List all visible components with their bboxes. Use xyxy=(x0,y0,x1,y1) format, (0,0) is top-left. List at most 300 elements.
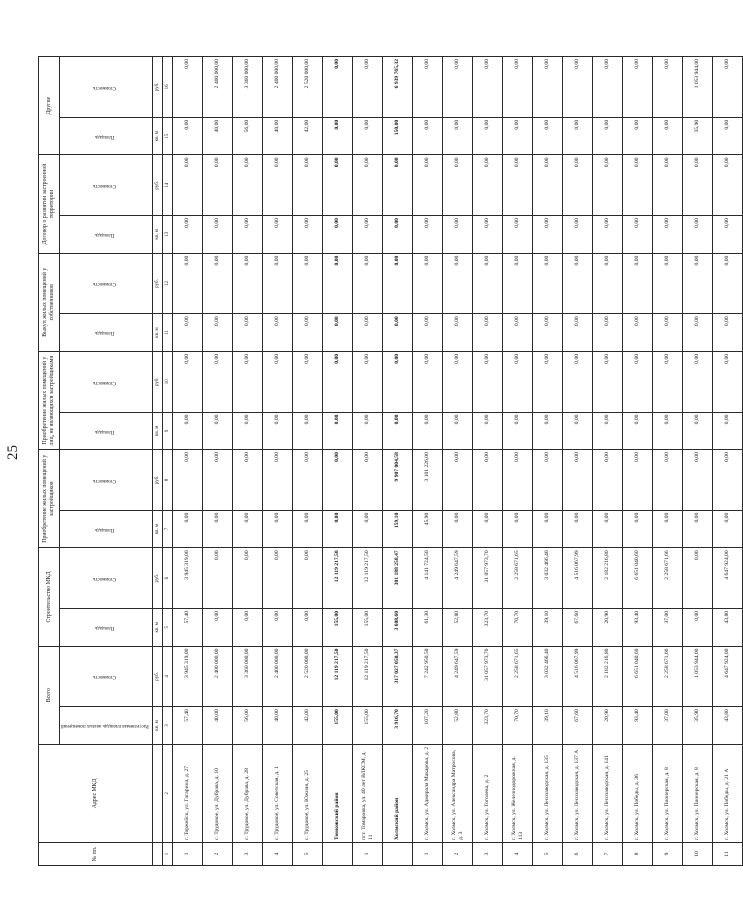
row-value: 2 400 000,00 xyxy=(203,57,233,118)
row-value: 0,00 xyxy=(683,155,713,216)
row-value: 0,00 xyxy=(173,412,203,450)
row-address: г. Торжейск, ул. Гагарина, д. 27 xyxy=(173,744,203,842)
row-value: 45,90 xyxy=(413,510,443,548)
row-address: г. Холмск, ул. Гоголева, д. 2 xyxy=(473,744,503,842)
row-address: г. Холмск, ул. Пионерская, д. 8 xyxy=(683,744,713,842)
row-value: 0,00 xyxy=(263,253,293,314)
row-value: 0,00 xyxy=(683,412,713,450)
unit-cell: руб. xyxy=(153,351,163,412)
header-total-cost: Стоимость xyxy=(60,646,153,707)
unit-cell: кв. м xyxy=(153,707,163,745)
column-number-cell: 8 xyxy=(163,450,173,511)
row-value: 0,00 xyxy=(413,351,443,412)
row-value: 0,00 xyxy=(713,351,743,412)
row-value: 0,00 xyxy=(323,117,353,155)
row-value: 0,00 xyxy=(503,510,533,548)
row-value: 0,00 xyxy=(263,412,293,450)
row-value: 3 360 000,00 xyxy=(233,646,263,707)
row-value: 0,00 xyxy=(263,548,293,609)
row-value: 0,00 xyxy=(473,351,503,412)
row-value: 0,00 xyxy=(323,450,353,511)
column-number-cell: 16 xyxy=(163,57,173,118)
row-value: 0,00 xyxy=(473,450,503,511)
header-other-cost: Стоимость xyxy=(60,57,153,118)
row-value: 6 939 765,32 xyxy=(383,57,413,118)
header-territory-area: Площадь xyxy=(60,216,153,254)
row-value: 2 182 216,80 xyxy=(593,646,623,707)
row-value: 0,00 xyxy=(443,57,473,118)
row-value: 37,00 xyxy=(653,707,683,745)
units-row xyxy=(153,57,163,866)
row-value: 0,00 xyxy=(413,216,443,254)
row-value: 0,00 xyxy=(383,253,413,314)
row-value: 93,40 xyxy=(623,707,653,745)
row-value: 0,00 xyxy=(593,216,623,254)
row-value: 0,00 xyxy=(233,314,263,352)
row-value: 0,00 xyxy=(173,314,203,352)
table-row xyxy=(443,57,473,866)
row-number: 1 xyxy=(353,843,383,866)
row-value: 0,00 xyxy=(263,351,293,412)
row-value: 0,00 xyxy=(503,450,533,511)
row-value: 0,00 xyxy=(503,155,533,216)
row-value: 0,00 xyxy=(383,216,413,254)
row-value: 0,00 xyxy=(473,314,503,352)
row-value: 0,00 xyxy=(293,155,323,216)
row-value: 0,00 xyxy=(413,117,443,155)
row-value: 1 053 944,00 xyxy=(683,57,713,118)
row-value: 0,00 xyxy=(473,253,503,314)
table-body xyxy=(173,57,743,866)
row-value: 0,00 xyxy=(713,314,743,352)
row-value: 0,00 xyxy=(353,117,383,155)
row-value: 4 647 924,00 xyxy=(713,646,743,707)
row-value: 0,00 xyxy=(353,216,383,254)
row-value: 61,30 xyxy=(413,608,443,646)
rotated-table-area xyxy=(38,56,731,866)
row-value: 0,00 xyxy=(593,253,623,314)
header-developers-area: Площадь xyxy=(60,510,153,548)
row-value: 0,00 xyxy=(443,253,473,314)
rotated-table-content xyxy=(38,56,731,866)
row-value: 0,00 xyxy=(623,155,653,216)
row-value: 0,00 xyxy=(713,216,743,254)
row-value: 0,00 xyxy=(683,216,713,254)
table-row xyxy=(353,57,383,866)
row-value: 0,00 xyxy=(713,117,743,155)
row-value: 0,00 xyxy=(203,253,233,314)
row-value: 0,00 xyxy=(353,412,383,450)
header-total: Всего xyxy=(39,646,60,744)
row-value: 2 520 000,00 xyxy=(293,646,323,707)
row-value: 0,00 xyxy=(683,450,713,511)
row-value: 3 032 466,40 xyxy=(533,646,563,707)
header-non-developers-area: Площадь xyxy=(60,412,153,450)
row-value: 12 119 217,50 xyxy=(353,548,383,609)
row-value: 0,00 xyxy=(713,253,743,314)
row-value: 3 945 319,00 xyxy=(173,646,203,707)
row-value: 0,00 xyxy=(263,450,293,511)
row-number: 9 xyxy=(653,843,683,866)
table-row xyxy=(233,57,263,866)
row-value: 0,00 xyxy=(293,450,323,511)
row-value: 0,00 xyxy=(293,216,323,254)
column-number-cell: 14 xyxy=(163,155,173,216)
column-number-cell: 12 xyxy=(163,253,173,314)
row-value: 20,90 xyxy=(593,707,623,745)
column-numbers-row xyxy=(163,57,173,866)
row-value: 0,00 xyxy=(293,510,323,548)
row-value: 0,00 xyxy=(563,253,593,314)
row-value: 0,00 xyxy=(443,351,473,412)
table-row xyxy=(683,57,713,866)
row-address: г. Холмск, ул. Железнодорожная, д. 113 xyxy=(503,744,533,842)
table-row xyxy=(173,57,203,866)
row-value: 0,00 xyxy=(233,351,263,412)
table-row xyxy=(473,57,503,866)
row-value: 0,00 xyxy=(353,450,383,511)
row-value: 0,00 xyxy=(173,117,203,155)
row-value: 0,00 xyxy=(233,253,263,314)
row-value: 0,00 xyxy=(413,314,443,352)
row-value: 70,70 xyxy=(503,707,533,745)
row-value: 0,00 xyxy=(263,216,293,254)
row-value: 2 258 671,65 xyxy=(503,646,533,707)
row-value: 3 032 466,40 xyxy=(533,548,563,609)
row-number: 1 xyxy=(413,843,443,866)
row-value: 0,00 xyxy=(173,57,203,118)
row-value: 0,00 xyxy=(383,314,413,352)
row-value: 4 516 067,99 xyxy=(563,548,593,609)
row-number xyxy=(323,843,353,866)
header-territory-cost: Стоимость xyxy=(60,155,153,216)
row-value: 56,00 xyxy=(233,707,263,745)
row-value: 0,00 xyxy=(353,314,383,352)
district-row xyxy=(323,57,353,866)
row-value: 12 119 217,50 xyxy=(353,646,383,707)
row-value: 0,00 xyxy=(593,351,623,412)
row-address: г. Холмск, ул. Лесозаводская, д. 137 А xyxy=(563,744,593,842)
row-value: 0,00 xyxy=(713,155,743,216)
row-value: 0,00 xyxy=(233,608,263,646)
column-number-cell: 15 xyxy=(163,117,173,155)
row-value: 0,00 xyxy=(623,216,653,254)
row-value: 0,00 xyxy=(233,412,263,450)
row-value: 0,00 xyxy=(503,57,533,118)
row-value: 0,00 xyxy=(323,155,353,216)
row-address: Томковский район xyxy=(323,744,353,842)
row-value: 0,00 xyxy=(473,412,503,450)
row-value: 0,00 xyxy=(713,412,743,450)
table-row xyxy=(593,57,623,866)
row-number: 5 xyxy=(293,843,323,866)
header-row-sub xyxy=(60,57,153,866)
row-value: 0,00 xyxy=(593,314,623,352)
row-value: 0,00 xyxy=(203,155,233,216)
row-value: 6 651 040,60 xyxy=(623,646,653,707)
row-value: 0,00 xyxy=(623,510,653,548)
row-value: 3 945 319,00 xyxy=(173,548,203,609)
row-value: 0,00 xyxy=(443,117,473,155)
header-row-groups xyxy=(39,57,60,866)
table-row xyxy=(623,57,653,866)
row-value: 35,90 xyxy=(683,707,713,745)
row-value: 4 141 724,50 xyxy=(413,548,443,609)
row-value: 40,00 xyxy=(203,707,233,745)
row-value: 0,00 xyxy=(563,314,593,352)
row-number xyxy=(383,843,413,866)
row-number: 8 xyxy=(623,843,653,866)
row-value: 0,00 xyxy=(263,608,293,646)
row-number: 10 xyxy=(683,843,713,866)
column-number-cell: 4 xyxy=(163,646,173,707)
unit-cell: кв. м xyxy=(153,314,163,352)
row-value: 0,00 xyxy=(653,351,683,412)
row-value: 0,00 xyxy=(653,117,683,155)
column-number-cell: 2 xyxy=(163,744,173,842)
row-value: 2 400 000,00 xyxy=(263,646,293,707)
unit-cell: кв. м xyxy=(153,216,163,254)
row-value: 317 027 050,37 xyxy=(383,646,413,707)
row-value: 0,00 xyxy=(263,510,293,548)
unit-cell: руб. xyxy=(153,548,163,609)
row-address: пгт. Томаровка, ул. 40 лет ВЛКСМ, д. 11 xyxy=(353,744,383,842)
row-value: 4 249 647,59 xyxy=(443,548,473,609)
row-value: 7 242 950,50 xyxy=(413,646,443,707)
row-value: 67,60 xyxy=(563,707,593,745)
row-value: 0,00 xyxy=(233,510,263,548)
row-value: 0,00 xyxy=(563,117,593,155)
row-value: 0,00 xyxy=(623,57,653,118)
table-row xyxy=(203,57,233,866)
row-value: 150,00 xyxy=(383,117,413,155)
row-address: с. Трудовое, ул. Советская, д. 1 xyxy=(263,744,293,842)
column-number-cell: 13 xyxy=(163,216,173,254)
row-value: 3 608,60 xyxy=(383,608,413,646)
header-buyout-owners: Выкуп жилых помещений у собственников xyxy=(39,253,60,351)
row-value: 0,00 xyxy=(503,253,533,314)
row-value: 37,00 xyxy=(653,608,683,646)
row-value: 0,00 xyxy=(233,548,263,609)
row-value: 2 182 216,80 xyxy=(593,548,623,609)
row-value: 155,00 xyxy=(323,608,353,646)
row-value: 67,60 xyxy=(563,608,593,646)
unit-cell: кв. м xyxy=(153,608,163,646)
row-value: 0,00 xyxy=(173,450,203,511)
row-value: 0,00 xyxy=(533,412,563,450)
row-value: 155,00 xyxy=(323,707,353,745)
row-value: 0,00 xyxy=(443,510,473,548)
row-number: 6 xyxy=(563,843,593,866)
row-value: 0,00 xyxy=(623,450,653,511)
row-value: 0,00 xyxy=(653,314,683,352)
row-value: 42,00 xyxy=(293,707,323,745)
row-value: 43,80 xyxy=(713,707,743,745)
row-value: 57,40 xyxy=(173,707,203,745)
row-value: 0,00 xyxy=(683,253,713,314)
row-address: г. Холмск, ул. Победы, д. 36 xyxy=(623,744,653,842)
header-other: Другие xyxy=(39,57,60,155)
table-row xyxy=(263,57,293,866)
row-value: 0,00 xyxy=(203,510,233,548)
row-value: 31 057 973,70 xyxy=(473,548,503,609)
row-value: 0,00 xyxy=(263,155,293,216)
row-value: 2 258 671,65 xyxy=(503,548,533,609)
row-value: 0,00 xyxy=(503,314,533,352)
row-value: 4 516 067,99 xyxy=(563,646,593,707)
row-value: 40,00 xyxy=(203,117,233,155)
row-value: 12 119 217,50 xyxy=(323,548,353,609)
row-value: 323,70 xyxy=(473,707,503,745)
row-value: 155,00 xyxy=(353,608,383,646)
row-value: 0,00 xyxy=(533,314,563,352)
row-value: 0,00 xyxy=(533,57,563,118)
row-value: 0,00 xyxy=(683,314,713,352)
row-value: 0,00 xyxy=(383,351,413,412)
row-value: 0,00 xyxy=(203,548,233,609)
row-value: 0,00 xyxy=(233,155,263,216)
row-value: 0,00 xyxy=(473,117,503,155)
row-value: 0,00 xyxy=(653,155,683,216)
row-address: г. Холмск, ул. Лесозаводская, д. 141 xyxy=(593,744,623,842)
row-value: 0,00 xyxy=(443,216,473,254)
row-value: 0,00 xyxy=(323,351,353,412)
unit-cell: руб. xyxy=(153,450,163,511)
row-value: 0,00 xyxy=(443,412,473,450)
row-address: г. Холмск, ул. Пионерская, д. 8 xyxy=(653,744,683,842)
row-address: с. Трудовое, ул. Дубрава, д. 28 xyxy=(233,744,263,842)
row-value: 52,80 xyxy=(443,707,473,745)
row-value: 0,00 xyxy=(563,450,593,511)
row-value: 2 258 671,66 xyxy=(653,646,683,707)
unit-cell: кв. м xyxy=(153,510,163,548)
row-value: 0,00 xyxy=(443,155,473,216)
row-value: 9 907 004,58 xyxy=(383,450,413,511)
row-value: 4 249 647,59 xyxy=(443,646,473,707)
row-value: 301 188 258,47 xyxy=(383,548,413,609)
row-value: 12 119 217,50 xyxy=(323,646,353,707)
header-owners-cost: Стоимость xyxy=(60,253,153,314)
row-value: 0,00 xyxy=(293,608,323,646)
resettlement-table xyxy=(38,56,743,866)
row-value: 0,00 xyxy=(413,155,443,216)
row-value: 0,00 xyxy=(683,351,713,412)
header-purchase-non-developers: Приобретение жилых помещений у лиц, не являющихся застройщиками xyxy=(39,351,60,449)
row-value: 0,00 xyxy=(503,351,533,412)
row-value: 0,00 xyxy=(533,117,563,155)
row-address: с. Трудовое, ул. Южная, д. 25 xyxy=(293,744,323,842)
column-number-cell: 6 xyxy=(163,548,173,609)
table-row xyxy=(533,57,563,866)
row-value: 0,00 xyxy=(593,57,623,118)
header-developers-cost: Стоимость xyxy=(60,450,153,511)
row-value: 1 053 944,00 xyxy=(683,646,713,707)
row-value: 0,00 xyxy=(683,608,713,646)
table-row xyxy=(503,57,533,866)
column-number-cell: 9 xyxy=(163,412,173,450)
header-construction-cost: Стоимость xyxy=(60,548,153,609)
row-value: 0,00 xyxy=(353,351,383,412)
row-number: 3 xyxy=(233,843,263,866)
row-value: 0,00 xyxy=(623,351,653,412)
row-value: 0,00 xyxy=(323,57,353,118)
row-value: 40,00 xyxy=(263,707,293,745)
row-number: 3 xyxy=(473,843,503,866)
row-address: Холмский район xyxy=(383,744,413,842)
row-value: 0,00 xyxy=(413,57,443,118)
header-non-developers-cost: Стоимость xyxy=(60,351,153,412)
row-number: 4 xyxy=(263,843,293,866)
row-value: 0,00 xyxy=(353,57,383,118)
row-value: 0,00 xyxy=(353,253,383,314)
row-value: 0,00 xyxy=(293,548,323,609)
row-value: 0,00 xyxy=(533,155,563,216)
row-value: 0,00 xyxy=(263,314,293,352)
row-value: 0,00 xyxy=(203,314,233,352)
row-value: 0,00 xyxy=(533,216,563,254)
row-value: 0,00 xyxy=(533,253,563,314)
page-number-text: 25 xyxy=(4,444,21,460)
row-number: 2 xyxy=(443,843,473,866)
row-value: 0,00 xyxy=(533,510,563,548)
row-value: 0,00 xyxy=(563,412,593,450)
unit-cell: руб. xyxy=(153,155,163,216)
row-value: 0,00 xyxy=(383,412,413,450)
row-value: 2 520 000,00 xyxy=(293,57,323,118)
row-value: 0,00 xyxy=(293,351,323,412)
row-number: 5 xyxy=(533,843,563,866)
row-value: 0,00 xyxy=(623,117,653,155)
row-number: 1 xyxy=(173,843,203,866)
row-number: 2 xyxy=(203,843,233,866)
row-value: 0,00 xyxy=(173,253,203,314)
row-value: 2 258 671,66 xyxy=(653,548,683,609)
unit-cell: кв. м xyxy=(153,117,163,155)
row-value: 0,00 xyxy=(353,510,383,548)
row-value: 0,00 xyxy=(503,216,533,254)
row-value: 0,00 xyxy=(293,412,323,450)
row-address: с. Трудовое, ул. Дубрава, д. 10 xyxy=(203,744,233,842)
unit-cell: руб. xyxy=(153,253,163,314)
row-value: 0,00 xyxy=(203,450,233,511)
unit-cell: руб. xyxy=(153,57,163,118)
row-value: 155,00 xyxy=(353,707,383,745)
header-resettled-area: Расселяемая площадь жилых помещений xyxy=(60,707,153,745)
column-number-cell: 1 xyxy=(163,843,173,866)
row-value: 4 647 924,00 xyxy=(713,548,743,609)
row-value: 3 360 000,00 xyxy=(233,57,263,118)
row-number: 7 xyxy=(593,843,623,866)
row-number: 11 xyxy=(713,843,743,866)
row-value: 0,00 xyxy=(323,253,353,314)
header-purchase-developers: Приобретение жилых помещений у застройщиков xyxy=(39,450,60,548)
row-value: 0,00 xyxy=(653,412,683,450)
row-value: 0,00 xyxy=(443,314,473,352)
row-value: 3 916,70 xyxy=(383,707,413,745)
row-value: 0,00 xyxy=(623,253,653,314)
row-address: г. Холмск, ул. Победы, д. 21 А xyxy=(713,744,743,842)
row-value: 39,10 xyxy=(533,608,563,646)
row-value: 0,00 xyxy=(533,351,563,412)
row-value: 0,00 xyxy=(593,510,623,548)
row-value: 159,10 xyxy=(383,510,413,548)
row-value: 2 400 000,00 xyxy=(203,646,233,707)
unit-cell: руб. xyxy=(153,646,163,707)
row-value: 0,00 xyxy=(593,412,623,450)
district-row xyxy=(383,57,413,866)
row-value: 20,90 xyxy=(593,608,623,646)
row-value: 39,10 xyxy=(533,707,563,745)
